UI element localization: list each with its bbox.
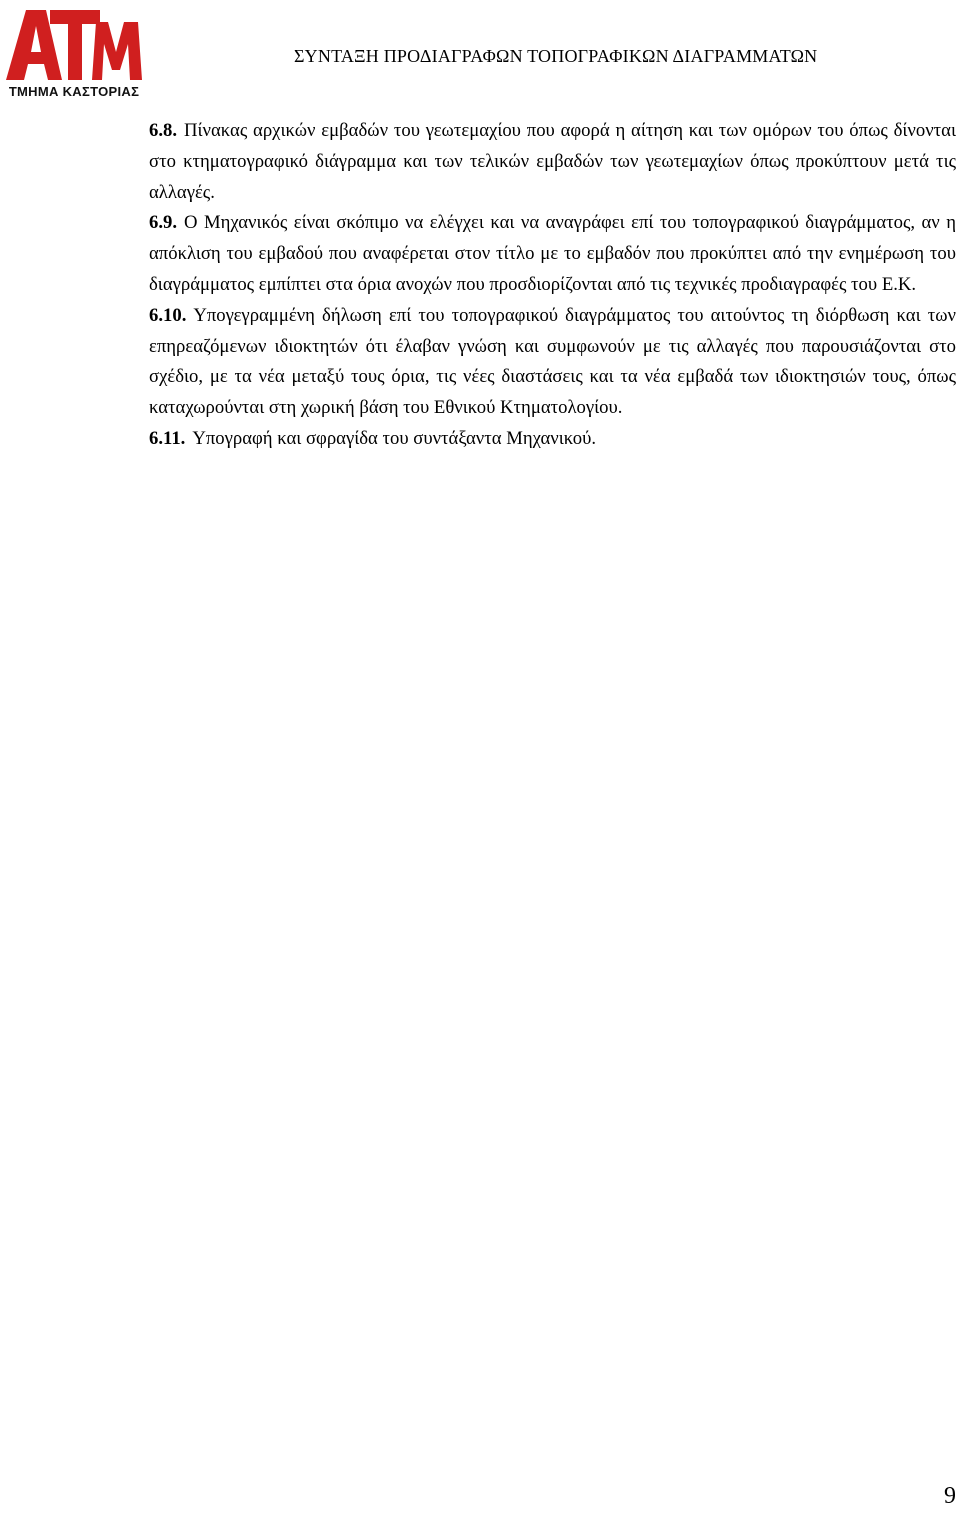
section-6-9 — [149, 208, 956, 300]
document-body — [149, 116, 956, 455]
logo-subtitle: ΤΜΗΜΑ ΚΑΣΤΟΡΙΑΣ — [8, 84, 140, 99]
section-text: Ο Μηχανικός είναι σκόπιμο να ελέγχει και να αναγράφει επί του τοπογραφικού διαγράμματος, αν η απόκλιση του εμβαδού που αναφέρεται στον τίτλο με το εμβαδόν που προκύπτει από την ενημέρωση του διαγράμματος εμπίπτει στα όρια ανοχών που προσδιορίζονται από τις τεχνικές προδιαγραφές του Ε.Κ. — [149, 212, 956, 295]
section-number: 6.10. — [149, 304, 187, 326]
section-number: 6.9. — [149, 212, 178, 234]
atm-logo-mark — [4, 4, 144, 84]
page-number: 9 — [944, 1483, 956, 1509]
section-text: Υπογραφή και σφραγίδα του συντάξαντα Μηχανικού. — [192, 427, 597, 449]
section-text: Πίνακας αρχικών εμβαδών του γεωτεμαχίου που αφορά η αίτηση και των ομόρων του όπως δίνονται στο κτηματογραφικό διάγραμμα και των τελικών εμβαδών των γεωτεμαχίων όπως προκύπτουν μετά τις αλλαγές. — [149, 120, 956, 203]
section-6-11 — [149, 424, 956, 455]
section-text: Υπογεγραμμένη δήλωση επί του τοπογραφικού διαγράμματος του αιτούντος τη διόρθωση και των επηρεαζόμενων ιδιοκτητών ότι έλαβαν γνώση και συμφωνούν με τις αλλαγές που παρουσιάζονται στο σχέδιο, με τα νέα μεταξύ τους όρια, τις νέες διαστάσεις και τα νέα εμβαδά των ιδιοκτησιών τους, όπως καταχωρούνται στη χωρική βάση του Εθνικού Κτηματολογίου. — [149, 304, 956, 419]
section-6-8 — [149, 116, 956, 208]
document-header-title: ΣΥΝΤΑΞΗ ΠΡΟΔΙΑΓΡΑΦΩΝ ΤΟΠΟΓΡΑΦΙΚΩΝ ΔΙΑΓΡΑΜΜΑΤΩΝ — [294, 46, 818, 66]
section-number: 6.8. — [149, 120, 178, 141]
organization-logo — [4, 4, 144, 100]
section-number: 6.11. — [149, 427, 186, 449]
section-6-10 — [149, 301, 956, 424]
